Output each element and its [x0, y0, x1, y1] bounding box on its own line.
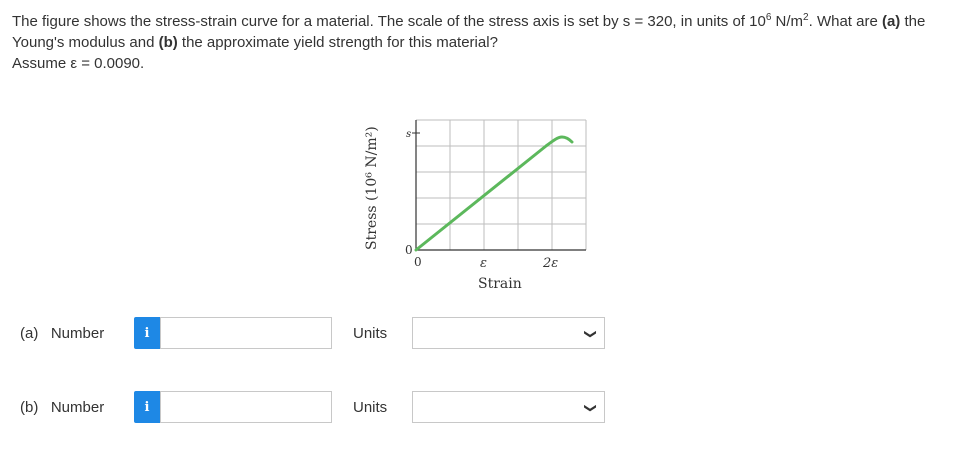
answer-b-number-input[interactable] [160, 391, 332, 423]
answer-b-units-select[interactable] [412, 391, 605, 423]
x-axis-label: Strain [478, 276, 522, 292]
question-text [12, 7, 948, 74]
answer-a-number-input[interactable] [160, 317, 332, 349]
answer-b-label: (b) Number [20, 399, 105, 416]
answer-a-units-select[interactable] [412, 317, 605, 349]
assumption-text: Assume ε = 0.0090. [12, 55, 145, 72]
answer-b-units-label: Units [353, 399, 388, 416]
answer-row-a [0, 317, 620, 351]
answer-a-units-label: Units [353, 325, 388, 342]
stress-strain-figure [350, 110, 600, 300]
question-part: the approximate yield strength for this material? [177, 34, 498, 51]
question-part-b-tag: (b) [158, 34, 178, 51]
info-icon[interactable]: i [134, 391, 160, 423]
x-tick-label-2epsilon: 2ε [543, 256, 559, 271]
x-tick-label-zero: 0 [414, 255, 422, 269]
y-tick-label-s: s [406, 129, 412, 140]
y-tick-label-zero: 0 [405, 243, 413, 257]
question-part: the Young's modulus and [12, 13, 926, 51]
info-icon[interactable]: i [134, 317, 160, 349]
stress-strain-chart [350, 110, 600, 300]
question-part: . What are [808, 13, 882, 30]
question-part-a-tag: (a) [881, 13, 901, 30]
answer-row-b [0, 391, 620, 425]
question-part: The figure shows the stress-strain curve for a material. The scale of the stress axis is set by s = 320, in units of 10 [12, 13, 766, 30]
question-exponent: 2 [803, 12, 809, 23]
y-axis-label: Stress (10⁶ N/m²) [364, 126, 380, 250]
question-part: N/m [771, 13, 804, 30]
chevron-down-icon: ❯ [583, 402, 598, 414]
chevron-down-icon: ❯ [583, 328, 598, 340]
stress-strain-curve [416, 137, 572, 250]
question-exponent: 6 [765, 12, 772, 23]
x-tick-label-epsilon: ε [480, 256, 487, 271]
answer-a-label: (a) Number [20, 325, 105, 342]
